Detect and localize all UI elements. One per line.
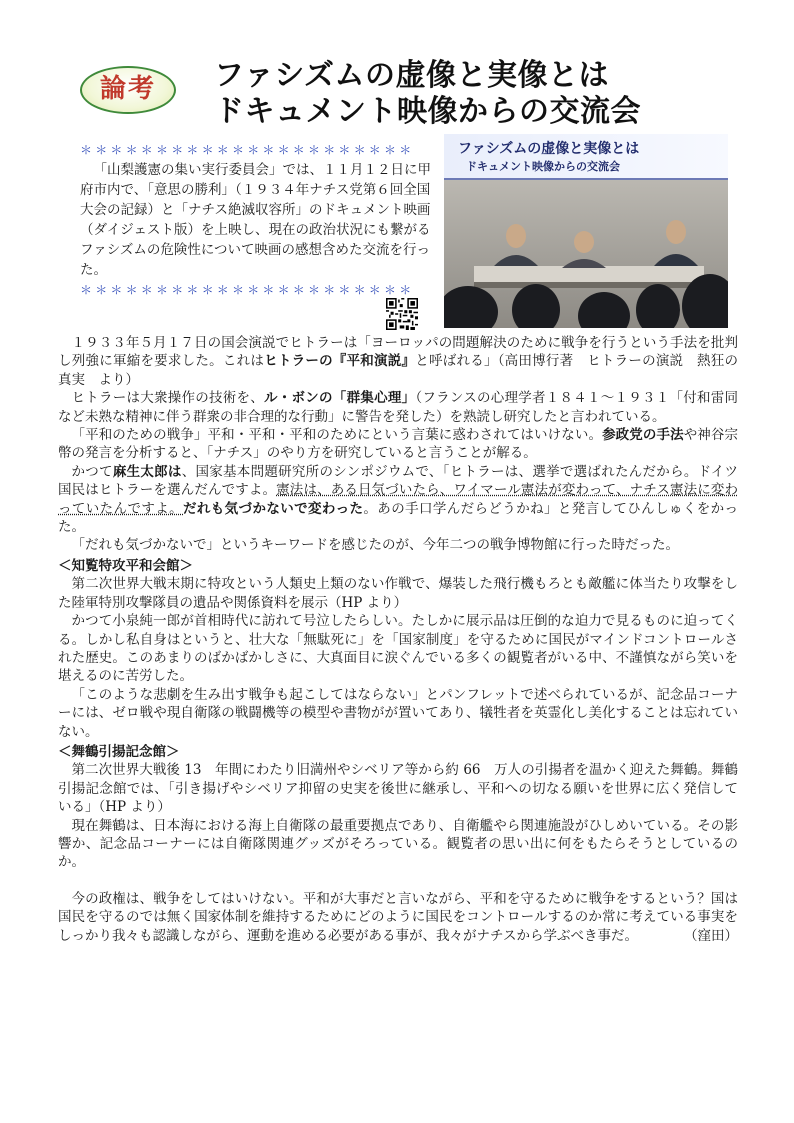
paragraph-8: 「このような悲劇を生み出す戦争も起こしてはならない」とパンフレットで述べられているが、記念品コーナーには、ゼロ戦や現自衛隊の戦闘機等の模型や書物がが置いてあり、犠牲者を英霊化し美化することは忘れていない。: [58, 686, 738, 740]
paragraph-2: ヒトラーは大衆操作の技術を、ル・ボンの「群集心理」（フランスの心理学者１８４１～１９３１「付和雷同など未熟な精神に伴う群衆の非合理的な行動」に警告を発した）を熟読し研究したと言われている。: [58, 390, 739, 425]
paragraph-7: かつて小泉純一郎が首相時代に訪れて号泣したらしい。たしかに展示品は圧倒的な迫力で見るものに迫ってくる。しかし私自身はというと、壮大な「無駄死に」を「国家制度」を守るために国民がマインドコントロールされた歴史。このあまりのばかばかしさに、大真面目に涙ぐんでいる多くの観覧者がいる中、不謹慎ながら笑いを堪えるのに苦労した。: [58, 613, 738, 685]
underlined-quote: 憲法は、ある日気づいたら、ワイマール憲法が変わって、ナチス憲法に変わっていたんですよ。: [58, 482, 739, 517]
section-heading-chiran: ＜知覧特攻平和会館＞: [58, 557, 193, 574]
emphasis-crowd-psychology: ル・ボンの「群集心理」: [264, 390, 416, 407]
star-divider-top: ＊＊＊＊＊＊＊＊＊＊＊＊＊＊＊＊＊＊＊＊＊＊: [80, 143, 415, 157]
section-heading-maizuru: ＜舞鶴引揚記念館＞: [58, 743, 180, 760]
paragraph-1: １９３３年５月１７日の国会演説でヒトラーは「ヨーロッパの問題解決のために戦争を行うという手法を批判し列強に軍縮を要求した。これはヒトラーの『平和演説』と呼ばれる」（高田博行著 ヒトラーの演説 熱狂の真実 より）: [58, 335, 739, 388]
emphasis-nobody-noticed: だれも気づかないで変わった: [183, 500, 364, 517]
banner-line-2: ドキュメント映像からの交流会: [466, 160, 620, 173]
star-divider-bottom: ＊＊＊＊＊＊＊＊＊＊＊＊＊＊＊＊＊＊＊＊＊＊: [80, 283, 415, 297]
banner-line-1: ファシズムの虚像と実像とは: [458, 141, 640, 157]
emphasis-sanseito: 参政党の手法: [602, 427, 684, 444]
title-line-2: ドキュメント映像からの交流会: [214, 94, 641, 129]
ronkou-badge: [80, 66, 176, 114]
intro-paragraph: 「山梨護憲の集い実行委員会」では、１１月１２日に甲府市内で、「意思の勝利」（１９３４年ナチス党第６回全国大会の記録）と「ナチス絶滅収容所」のドキュメント映画（ダイジェスト版）を上映し、現在の政治状況にも繋がるファシズムの危険性について映画の感想含めた交流を行った。: [80, 162, 431, 278]
article-body: [58, 334, 738, 945]
paragraph-9: 第二次世界大戦後 13 年間にわたり旧満州やシベリア等から約 66 万人の引揚者を温かく迎えた舞鶴。舞鶴引揚記念館では、「引き揚げやシベリア抑留の史実を後世に継承し、平和への切なる願いを世界に広く発信している」（HP より）: [58, 762, 738, 816]
page-title: [214, 58, 674, 130]
paragraph-11: 今の政権は、戦争をしてはいけない。平和が大事だと言いながら、平和を守るために戦争をするという？国は国民を守るのでは無く国家体制を維持するためにどのように国民をコントロールするのか常に考えている事実をしっかり我々も認識しながら、運動を進める必要がある事が、我々がナチスから学ぶべき事だ。: [58, 890, 738, 944]
author-signature: （窪田）: [684, 928, 738, 944]
qr-code-icon: [386, 298, 418, 330]
paragraph-5: 「だれも気づかないで」というキーワードを感じたのが、今年二つの戦争博物館に行った時だった。: [71, 537, 679, 554]
event-photo-illustration: [444, 134, 728, 328]
paragraph-6: 第二次世界大戦末期に特攻という人類史上類のない作戦で、爆装した飛行機もろとも敵艦に体当たり攻撃をした陸軍特別攻撃隊員の遺品や関係資料を展示（HP より）: [58, 576, 738, 611]
emphasis-peace-speech: ヒトラーの『平和演説』: [264, 353, 416, 370]
title-line-1: ファシズムの虚像と実像とは: [214, 58, 609, 93]
paragraph-10: 現在舞鶴は、日本海における海上自衛隊の最重要拠点であり、自衛艦やら関連施設がひしめいている。その影響か、記念品コーナーには自衛隊関連グッズがそろっている。観覧者の思い出に何をもたらそうとしているのか。: [58, 817, 738, 871]
paragraph-4: かつて麻生太郎は、国家基本問題研究所のシンポジウムで、「ヒトラーは、選挙で選ばれたんだから。ドイツ国民はヒトラーを選んだんですよ。憲法は、ある日気づいたら、ワイマール憲法が変わって、ナチス憲法に変わっていたんですよ。だれも気づかないで変わった。あの手口学んだらどうかね」と発言してひんしゅくをかった。: [58, 463, 739, 536]
paragraph-3: 「平和のための戦争」平和・平和・平和のためにという言葉に惑わされてはいけない。参政党の手法や神谷宗幣の発言を分析すると、「ナチス」のやり方を研究していると言うことが解る。: [58, 427, 739, 462]
emphasis-aso: 麻生太郎は: [112, 463, 182, 480]
badge-label: 論考: [99, 74, 156, 104]
event-photo: [444, 134, 728, 328]
